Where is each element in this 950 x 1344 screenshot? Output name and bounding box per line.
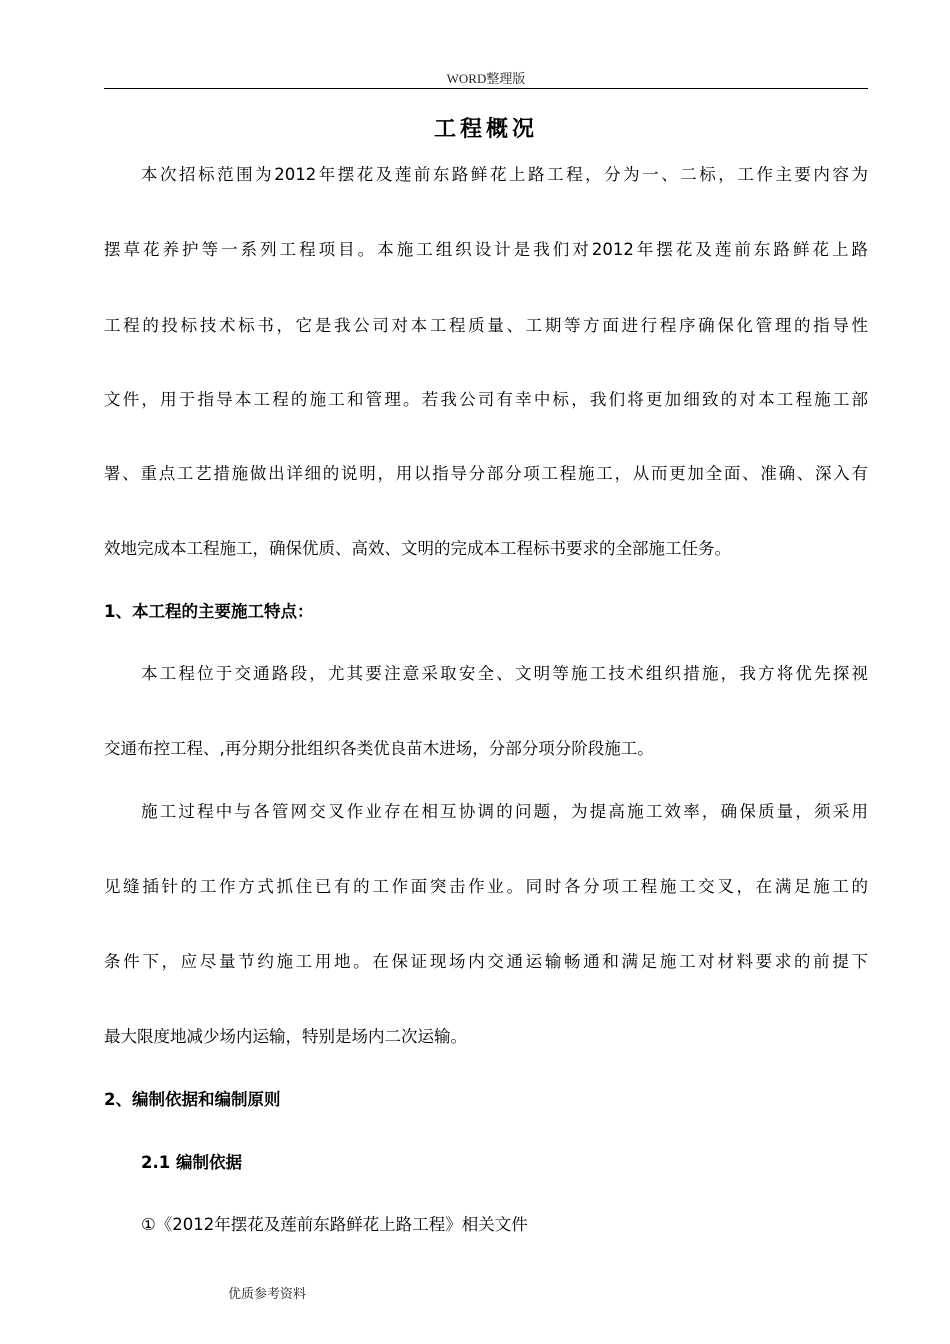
section2-heading: 2、编制依据和编制原则 bbox=[104, 1090, 281, 1109]
intro-line: 摆草花养护等一系列工程项目。本施工组织设计是我们对2012年摆花及莲前东路鲜花上路 bbox=[104, 240, 868, 259]
section2-list-item: ①《2012年摆花及莲前东路鲜花上路工程》相关文件 bbox=[141, 1215, 528, 1234]
page-footer: 优质参考资料 bbox=[228, 1287, 307, 1302]
intro-line: 署、重点工艺措施做出详细的说明，用以指导分部分项工程施工，从而更加全面、准确、深入有 bbox=[104, 464, 868, 483]
section1-para2-line: 最大限度地减少场内运输，特别是场内二次运输。 bbox=[104, 1027, 467, 1046]
intro-line: 工程的投标技术标书，它是我公司对本工程质量、工期等方面进行程序确保化管理的指导性 bbox=[104, 316, 868, 335]
intro-line: 本次招标范围为2012年摆花及莲前东路鲜花上路工程，分为一、二标，工作主要内容为 bbox=[141, 165, 868, 184]
document-title: 工程概况 bbox=[433, 117, 538, 142]
section1-para1-line: 本工程位于交通路段，尤其要注意采取安全、文明等施工技术组织措施，我方将优先探视 bbox=[141, 664, 868, 683]
section1-heading: 1、本工程的主要施工特点： bbox=[104, 602, 314, 621]
page-header: WORD整理版 bbox=[446, 71, 526, 86]
section1-para2-line: 见缝插针的工作方式抓住已有的工作面突击作业。同时各分项工程施工交叉，在满足施工的 bbox=[104, 877, 868, 896]
intro-line: 效地完成本工程施工，确保优质、高效、文明的完成本工程标书要求的全部施工任务。 bbox=[104, 539, 731, 558]
header-divider bbox=[104, 88, 868, 89]
section1-para2-line: 条件下，应尽量节约施工用地。在保证现场内交通运输畅通和满足施工对材料要求的前提下 bbox=[104, 952, 868, 971]
section2-subheading: 2.1 编制依据 bbox=[141, 1153, 242, 1172]
section1-para2-line: 施工过程中与各管网交叉作业存在相互协调的问题，为提高施工效率，确保质量，须采用 bbox=[141, 802, 868, 821]
intro-line: 文件，用于指导本工程的施工和管理。若我公司有幸中标，我们将更加细致的对本工程施工部 bbox=[104, 390, 868, 409]
section1-para1-line: 交通布控工程、,再分期分批组织各类优良苗木进场，分部分项分阶段施工。 bbox=[104, 739, 654, 758]
